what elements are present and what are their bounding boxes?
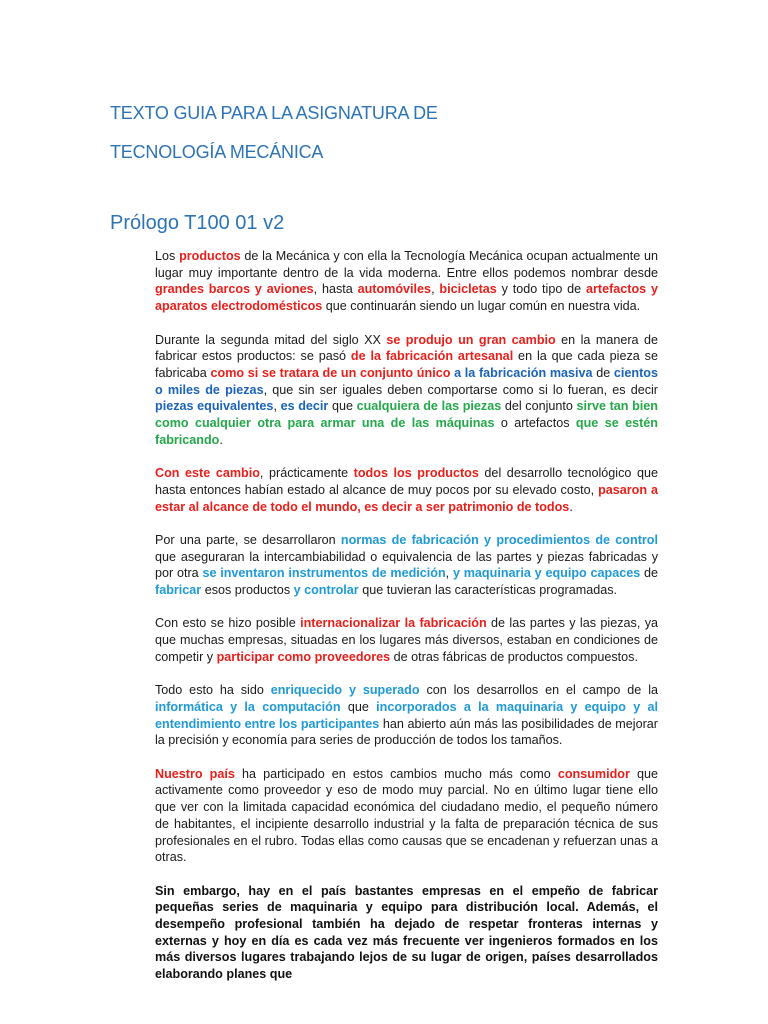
highlighted-text: artefactos y aparatos electrodomésticos (155, 282, 658, 314)
text-run: o artefactos (494, 416, 576, 431)
highlighted-text: para armar una de las máquinas (287, 416, 495, 431)
highlighted-text: y maquinaria y equipo capaces (452, 566, 641, 581)
highlighted-text: que se estén fabricando (155, 416, 658, 447)
highlighted-text: a la fabricación masiva (454, 365, 593, 380)
highlighted-text: internacionalizar la fabricación (300, 616, 487, 631)
highlighted-text: cientos o miles de piezas (155, 365, 658, 397)
highlighted-text: cualquiera de las piezas (356, 399, 502, 414)
text-run: en la que cada pieza se fabricaba (155, 349, 658, 380)
highlighted-text: enriquecido y superado (270, 683, 420, 698)
text-run: de la Mecánica y con ella la Tecnología Mecánica ocupan actualmente un lugar muy importante dentro de la vida moderna. Entre ellos podemos nombrar desde (155, 249, 658, 280)
highlighted-text: automóviles (357, 282, 432, 297)
paragraph (155, 766, 658, 866)
highlighted-text: incorporados a la maquinaria y equipo y al entendimiento entre los participantes (155, 699, 658, 731)
paragraph (155, 532, 658, 599)
highlighted-text: Nuestro país (155, 766, 235, 781)
text-run: Con esto se hizo posible (155, 616, 301, 631)
paragraph (155, 883, 658, 983)
highlighted-text: consumidor (557, 766, 630, 781)
text-run: , (431, 282, 440, 297)
document-title-line1: TEXTO GUIA PARA LA ASIGNATURA DE (110, 103, 438, 123)
highlighted-text: Sin embargo, hay en el país bastantes empresas en el empeño de fabricar pequeñas series de maquinaria y equipo para distribución local. Además, el desempeño profesional también ha dejado de respetar fronteras internas y externas y hoy en día es cada vez más frecuente ver ingenieros formados en los más diversos lugares trabajando lejos de su lugar de origen, países desarrollados elaborando planes que (155, 883, 658, 982)
text-run: , (445, 566, 453, 581)
highlighted-text: es decir (280, 399, 329, 414)
text-run: en la manera de fabricar estos productos: se pasó (155, 332, 658, 364)
text-run: Los (155, 249, 180, 263)
paragraph (155, 615, 658, 665)
highlighted-text: normas de fabricación y procedimientos de control (340, 532, 658, 547)
text-run: , prácticamente (259, 466, 354, 481)
text-run: Durante la segunda mitad del siglo XX (155, 332, 387, 347)
highlighted-text: se inventaron instrumentos de medición (202, 566, 446, 581)
text-run: . (219, 432, 223, 447)
text-run: de (592, 365, 614, 380)
text-run: Todo esto ha sido (155, 683, 271, 698)
highlighted-text: grandes barcos y aviones (155, 282, 314, 297)
text-run: de las partes y las piezas, ya que muchas empresas, situadas en los lugares más diversos, estaban en condiciones de competir y (155, 616, 658, 664)
section-heading-prologo: Prólogo T100 01 v2 (110, 212, 285, 234)
highlighted-text: Con este cambio (155, 466, 260, 481)
highlighted-text: sirve tan bien como cualquier otra (155, 399, 659, 431)
text-run: Por una parte, se desarrollaron (155, 532, 341, 547)
text-run: que tuvieran las características programadas. (358, 583, 617, 598)
text-run: de (640, 566, 658, 581)
highlighted-text: y controlar (293, 583, 359, 598)
highlighted-text: participar como proveedores (216, 649, 391, 664)
highlighted-text: como si se tratara de un conjunto único (210, 365, 451, 380)
text-run: y todo tipo de (496, 282, 586, 297)
text-run: , que sin ser iguales deben comportarse como si lo fueran, es decir (263, 382, 659, 397)
paragraph (155, 248, 658, 315)
text-run: , (273, 399, 281, 414)
highlighted-text: bicicletas (439, 282, 497, 297)
text-run: que aseguraran la intercambiabilidad o equivalencia de las partes y piezas fabricadas y por otra (155, 549, 658, 581)
highlighted-text: se produjo un gran cambio (386, 332, 556, 347)
text-run: ha participado en estos cambios mucho más como (234, 766, 558, 781)
document-title-line2: TECNOLOGÍA MECÁNICA (110, 142, 324, 162)
text-run: del conjunto (501, 399, 577, 414)
paragraph (155, 682, 658, 749)
text-run: del desarrollo tecnológico que hasta entonces habían estado al alcance de muy pocos por su elevado costo, (155, 466, 658, 497)
paragraph (155, 332, 658, 449)
highlighted-text: piezas equivalentes (155, 399, 274, 414)
text-run: . (569, 499, 573, 514)
text-run: de otras fábricas de productos compuestos. (390, 649, 638, 664)
highlighted-text: productos (179, 249, 241, 263)
paragraph (155, 465, 658, 515)
text-run: que activamente como proveedor y eso de modo muy parcial. No en último lugar tiene ello que ver con la limitada capacidad económica del ciudadano medio, el pequeño número de habitantes, el incipiente desarrollo industrial y la falta de preparación técnica de sus profesionales en el rubro. Todas ellas como causas que se encadenan y refuerzan unas a otras. (155, 766, 659, 865)
highlighted-text: todos los productos (353, 466, 479, 481)
prologue-body (155, 248, 658, 1000)
text-run: que (340, 699, 377, 714)
text-run: , hasta (313, 282, 358, 297)
highlighted-text: de la fabricación artesanal (350, 349, 514, 364)
highlighted-text: fabricar (155, 583, 202, 598)
text-run: han abierto aún más las posibilidades de mejorar la precisión y economía para series de producción de todos los tamaños. (155, 716, 658, 748)
highlighted-text: pasaron a estar al alcance de todo el mundo, es decir a ser patrimonio de todos (155, 482, 658, 514)
text-run: que (328, 399, 357, 414)
text-run: con los desarrollos en el campo de la (419, 683, 658, 698)
text-run: que continuarán siendo un lugar común en nuestra vida. (322, 299, 641, 314)
text-run: esos productos (201, 583, 294, 598)
highlighted-text: informática y la computación (155, 699, 341, 714)
